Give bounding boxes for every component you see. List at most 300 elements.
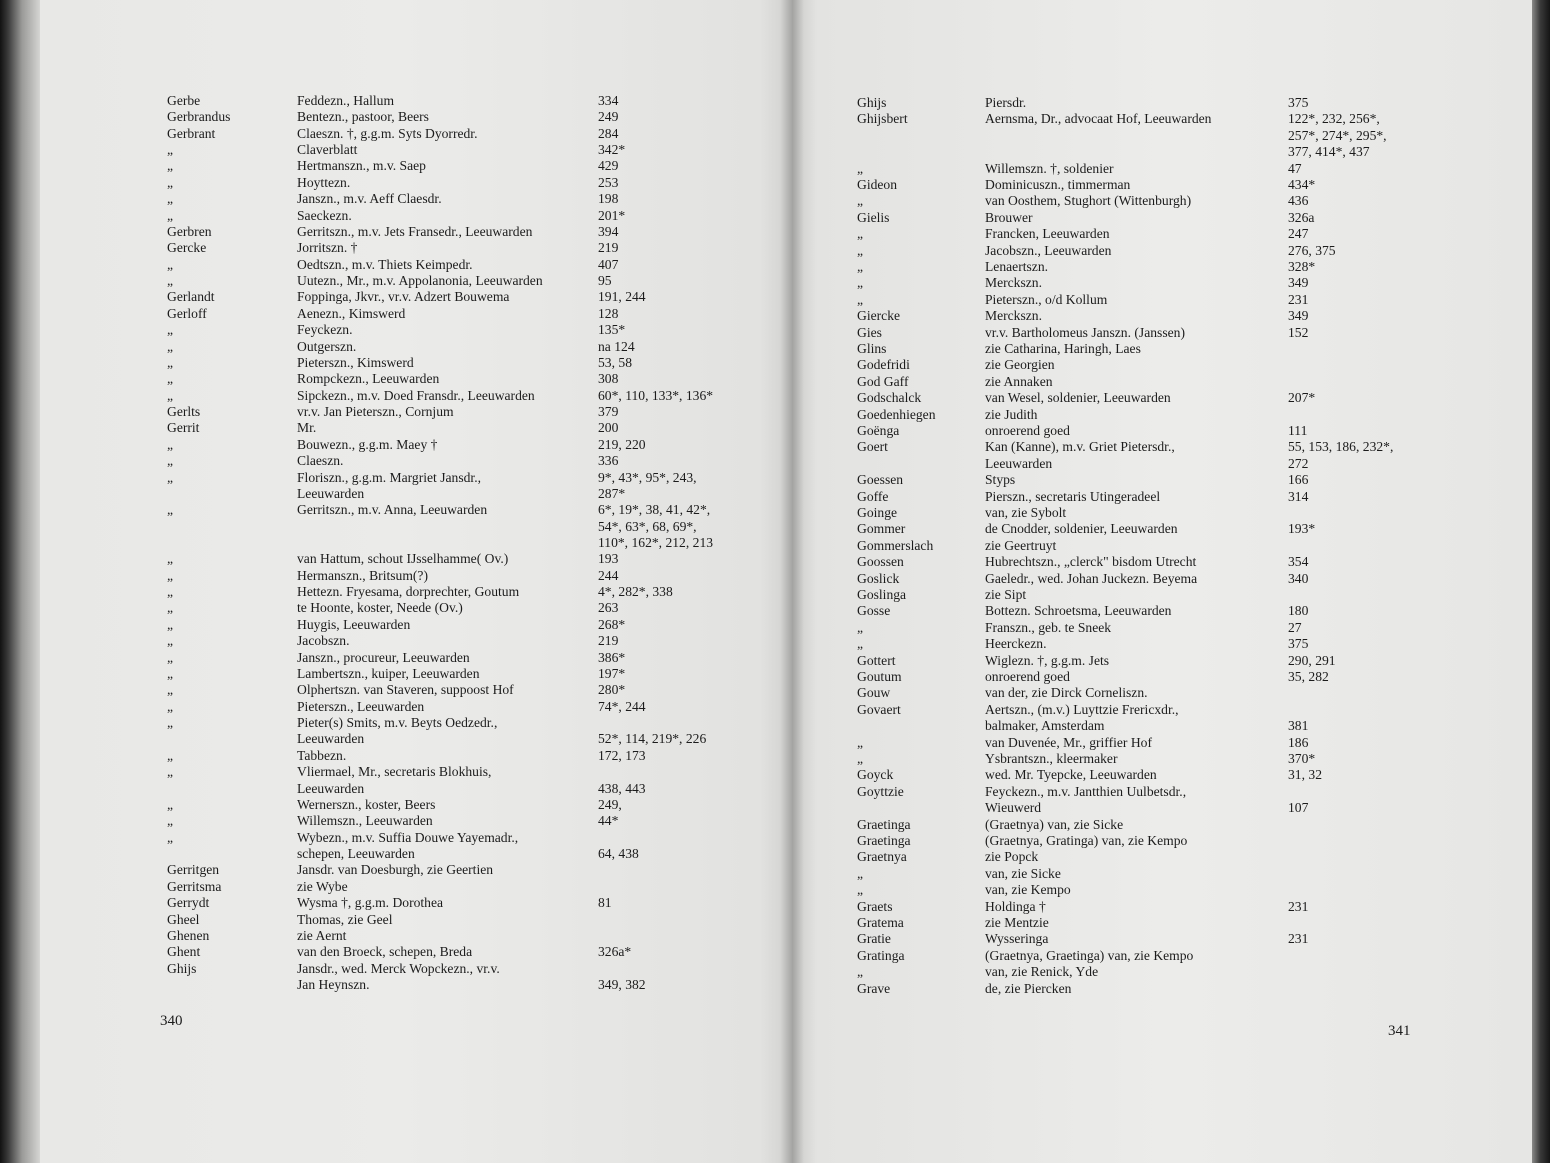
entry-description: Leeuwarden (297, 731, 365, 747)
index-entry (792, 603, 1532, 619)
entry-page-refs: na 124 (598, 338, 635, 354)
entry-page-refs: 74*, 244 (598, 698, 646, 714)
index-entry (792, 407, 1532, 423)
entry-page-refs: 95 (598, 273, 612, 289)
entry-page-refs: 381 (1288, 718, 1309, 734)
entry-name: Godschalck (857, 390, 922, 406)
entry-name: „ (167, 453, 174, 469)
entry-description: Janszn., m.v. Aeff Claesdr. (297, 191, 442, 207)
entry-description: Feyckezn. (297, 322, 353, 338)
index-entry (792, 620, 1532, 636)
entry-name: „ (857, 619, 864, 635)
index-entry (792, 669, 1532, 685)
index-entry (0, 535, 792, 551)
entry-name: „ (857, 193, 864, 209)
index-entry (792, 472, 1532, 488)
entry-page-refs: 219 (598, 633, 619, 649)
index-entry (0, 650, 792, 666)
entry-description: Pieter(s) Smits, m.v. Beyts Oedzedr., (297, 715, 498, 731)
entry-description: Pierszn., secretaris Utingeradeel (985, 488, 1161, 504)
entry-name: Goessen (857, 472, 904, 488)
entry-description: Gerritszn., m.v. Jets Fransedr., Leeuwarden (297, 223, 533, 239)
entry-name: „ (167, 436, 174, 452)
index-entry (0, 175, 792, 191)
entry-page-refs: 110*, 162*, 212, 213 (598, 534, 714, 550)
entry-name: Gerrit (167, 420, 200, 436)
entry-name: Gerloff (167, 305, 207, 321)
entry-description: Aenezn., Kimswerd (297, 305, 406, 321)
entry-name: Ghenen (167, 927, 210, 943)
index-entry (0, 977, 792, 993)
entry-description: Wernerszn., koster, Beers (297, 796, 436, 812)
entry-name: „ (167, 142, 174, 158)
index-entry (792, 161, 1532, 177)
entry-page-refs: 231 (1288, 898, 1309, 914)
index-entry (0, 846, 792, 862)
entry-description: wed. Mr. Tyepcke, Leeuwarden (985, 767, 1157, 783)
index-entry (792, 275, 1532, 291)
index-entry (792, 325, 1532, 341)
entry-description: Wiglezn. †, g.g.m. Jets (985, 652, 1110, 668)
entry-description: Francken, Leeuwarden (985, 226, 1110, 242)
index-entry (0, 224, 792, 240)
book-gutter (780, 0, 804, 1163)
entry-description: onroerend goed (985, 423, 1070, 438)
entry-name: „ (167, 174, 174, 190)
index-entry (0, 158, 792, 174)
entry-page-refs: 328* (1288, 259, 1316, 274)
entry-description: zie Popck (985, 849, 1039, 865)
index-entry (792, 357, 1532, 373)
entry-description: Hermanszn., Britsum(?) (297, 567, 428, 583)
entry-page-refs: 342* (598, 142, 626, 158)
entry-description: zie Annaken (985, 373, 1053, 389)
entry-name: „ (857, 226, 864, 242)
entry-page-refs: 253 (598, 174, 619, 190)
index-entry (0, 93, 792, 109)
entry-page-refs: 172, 173 (598, 747, 646, 763)
entry-name: „ (167, 682, 174, 698)
entry-page-refs: 4*, 282*, 338 (598, 584, 673, 600)
entry-name: Graetnya (857, 849, 907, 865)
entry-page-refs: 247 (1288, 226, 1309, 242)
index-entry (0, 470, 792, 486)
entry-name: Goutum (857, 669, 902, 684)
entry-description: Jacobszn., Leeuwarden (985, 242, 1112, 258)
entry-name: „ (167, 191, 174, 207)
index-entry (792, 259, 1532, 275)
entry-page-refs: 257*, 274*, 295*, (1288, 127, 1387, 143)
index-entry (792, 718, 1532, 734)
index-entry (792, 964, 1532, 980)
entry-page-refs: 326a (1288, 209, 1315, 225)
index-entry (0, 699, 792, 715)
entry-description: Rompckezn., Leeuwarden (297, 371, 440, 387)
entry-page-refs: 340 (1288, 570, 1309, 586)
entry-page-refs: 81 (598, 895, 612, 911)
index-entry (792, 111, 1532, 127)
index-entry (0, 453, 792, 469)
entry-description: Janszn., procureur, Leeuwarden (297, 649, 470, 665)
entry-description: Jansdr., wed. Merck Wopckezn., vr.v. (297, 960, 500, 976)
entry-description: zie Aernt (297, 927, 347, 943)
page-number-left: 340 (160, 1013, 183, 1029)
index-entry (0, 420, 792, 436)
entry-description: Floriszn., g.g.m. Margriet Jansdr., (297, 469, 482, 485)
index-entry (0, 928, 792, 944)
index-entry (0, 240, 792, 256)
entry-description: de Cnodder, soldenier, Leeuwarden (985, 521, 1178, 537)
index-entry (792, 571, 1532, 587)
entry-name: Gerlandt (167, 289, 215, 305)
entry-name: Gerbrandus (167, 109, 231, 125)
entry-name: Goossen (857, 554, 904, 570)
index-entry (792, 751, 1532, 767)
entry-page-refs: 122*, 232, 256*, (1288, 111, 1380, 127)
entry-description: van Duvenée, Mr., griffier Hof (985, 734, 1152, 750)
entry-page-refs: 191, 244 (598, 289, 646, 305)
entry-page-refs: 386* (598, 649, 626, 665)
entry-page-refs: 379 (598, 404, 619, 420)
entry-page-refs: 135* (598, 322, 626, 338)
index-entry (0, 502, 792, 518)
index-entry (0, 142, 792, 158)
index-entry (0, 961, 792, 977)
index-entry (792, 817, 1532, 833)
entry-page-refs: 268* (598, 616, 626, 632)
entry-description: van, zie Sicke (985, 865, 1061, 881)
index-entry (0, 912, 792, 928)
entry-description: Aertszn., (m.v.) Luyttzie Frericxdr., (985, 701, 1179, 717)
index-entry (792, 243, 1532, 259)
entry-description: Claeszn. (297, 453, 344, 469)
entry-description: Gaeledr., wed. Johan Juckezn. Beyema (985, 570, 1198, 586)
entry-page-refs: 276, 375 (1288, 242, 1336, 258)
index-entry (0, 486, 792, 502)
entry-name: Goert (857, 439, 888, 455)
entry-page-refs: 349 (1288, 308, 1309, 324)
entry-page-refs: 9*, 43*, 95*, 243, (598, 469, 697, 485)
page-number-right: 341 (1388, 1023, 1411, 1039)
entry-name: Goyttzie (857, 783, 904, 799)
entry-description: zie Mentzie (985, 915, 1049, 930)
entry-name: Gielis (857, 209, 890, 225)
index-entry (0, 339, 792, 355)
index-entry (0, 257, 792, 273)
index-entry (0, 715, 792, 731)
index-entry (792, 767, 1532, 783)
index-entry (0, 371, 792, 387)
entry-page-refs: 436 (1288, 193, 1309, 209)
index-entry (792, 95, 1532, 111)
entry-name: „ (167, 502, 174, 518)
entry-name: „ (857, 275, 864, 291)
entry-page-refs: 375 (1288, 95, 1309, 110)
index-entry (0, 568, 792, 584)
entry-description: Merckszn. (985, 275, 1042, 291)
entry-page-refs: 201* (598, 207, 626, 223)
index-entry (0, 109, 792, 125)
index-entry (792, 735, 1532, 751)
entry-description: zie Catharina, Haringh, Laes (985, 341, 1141, 356)
index-entry (792, 128, 1532, 144)
entry-page-refs: 308 (598, 371, 619, 387)
entry-page-refs: 53, 58 (598, 354, 632, 370)
index-entry (0, 404, 792, 420)
entry-description: Bentezn., pastoor, Beers (297, 109, 429, 125)
entry-name: Goffe (857, 488, 889, 504)
entry-name: Gies (857, 324, 882, 340)
index-entry (792, 849, 1532, 865)
index-entry (0, 191, 792, 207)
index-entry (0, 519, 792, 535)
entry-description: van, zie Renick, Yde (985, 964, 1099, 980)
entry-name: Goënga (857, 423, 900, 438)
entry-description: balmaker, Amsterdam (985, 718, 1105, 734)
index-entry (792, 554, 1532, 570)
index-entry (0, 355, 792, 371)
entry-description: Piersdr. (985, 95, 1027, 110)
entry-page-refs: 349 (1288, 275, 1309, 291)
entry-page-refs: 64, 438 (598, 846, 639, 862)
index-entry (792, 374, 1532, 390)
entry-description: van, zie Kempo (985, 882, 1071, 898)
index-entry (792, 144, 1532, 160)
entry-page-refs: 193* (1288, 521, 1316, 537)
index-entry (0, 388, 792, 404)
index-entry (0, 584, 792, 600)
entry-name: „ (167, 747, 174, 763)
entry-page-refs: 197* (598, 665, 626, 681)
index-entry (792, 193, 1532, 209)
index-entry (792, 931, 1532, 947)
index-entry (792, 456, 1532, 472)
entry-page-refs: 326a* (598, 944, 632, 960)
right-page (792, 0, 1532, 1163)
entry-page-refs: 375 (1288, 636, 1309, 652)
index-entry (0, 322, 792, 338)
entry-name: „ (857, 964, 864, 980)
index-entry (0, 289, 792, 305)
index-entry (792, 866, 1532, 882)
entry-description: Foppinga, Jkvr., vr.v. Adzert Bouwema (297, 289, 510, 305)
entry-description: Wybezn., m.v. Suffia Douwe Yayemadr., (297, 829, 519, 845)
entry-page-refs: 287* (598, 485, 626, 501)
index-entry (792, 784, 1532, 800)
index-entry (792, 341, 1532, 357)
entry-name: Goedenhiegen (857, 406, 936, 422)
entry-description: Hoyttezn. (297, 174, 351, 190)
index-entry (0, 617, 792, 633)
index-entry (792, 505, 1532, 521)
index-entry (0, 748, 792, 764)
entry-page-refs: 434* (1288, 177, 1316, 192)
entry-description: van der, zie Dirck Corneliszn. (985, 685, 1148, 701)
entry-name: „ (857, 882, 864, 898)
entry-name: „ (857, 160, 864, 176)
entry-page-refs: 27 (1288, 619, 1302, 635)
entry-name: Gerrydt (167, 895, 210, 911)
entry-description: van Wesel, soldenier, Leeuwarden (985, 390, 1171, 406)
book-edge-left (0, 0, 40, 1163)
entry-description: Feddezn., Hallum (297, 93, 395, 108)
entry-page-refs: 219 (598, 240, 619, 256)
index-entry (0, 437, 792, 453)
entry-description: Claverblatt (297, 142, 358, 158)
entry-name: „ (167, 158, 174, 174)
entry-page-refs: 272 (1288, 455, 1309, 471)
entry-page-refs: 52*, 114, 219*, 226 (598, 731, 707, 747)
entry-description: Kan (Kanne), m.v. Griet Pietersdr., (985, 439, 1175, 455)
entry-name: „ (167, 322, 174, 338)
entry-page-refs: 349, 382 (598, 976, 646, 992)
entry-description: Olphertszn. van Staveren, suppoost Hof (297, 682, 514, 698)
index-entry (792, 800, 1532, 816)
entry-page-refs: 198 (598, 191, 619, 207)
index-entry (0, 551, 792, 567)
entry-page-refs: 128 (598, 305, 619, 321)
index-entry (0, 944, 792, 960)
index-entry (0, 126, 792, 142)
entry-description: schepen, Leeuwarden (297, 846, 415, 862)
entry-description: zie Wybe (297, 878, 348, 894)
entry-page-refs: 55, 153, 186, 232*, (1288, 439, 1394, 455)
entry-name: „ (167, 616, 174, 632)
index-entry (792, 981, 1532, 997)
entry-description: Jansdr. van Doesburgh, zie Geertien (297, 862, 494, 878)
entry-description: zie Geertruyt (985, 537, 1057, 553)
index-entry (792, 439, 1532, 455)
entry-description: Aernsma, Dr., advocaat Hof, Leeuwarden (985, 111, 1212, 127)
entry-name: „ (857, 751, 864, 766)
entry-description: de, zie Piercken (985, 980, 1072, 996)
entry-page-refs: 186 (1288, 734, 1309, 750)
entry-name: Gosse (857, 603, 891, 619)
entry-description: Tabbezn. (297, 747, 347, 763)
entry-name: Graetinga (857, 816, 911, 832)
index-entry (792, 292, 1532, 308)
entry-name: „ (167, 829, 174, 845)
index-entry (792, 489, 1532, 505)
entry-description: Hertmanszn., m.v. Saep (297, 158, 426, 174)
index-entry (0, 830, 792, 846)
entry-page-refs: 231 (1288, 291, 1309, 307)
index-entry (792, 423, 1532, 439)
entry-name: „ (167, 633, 174, 649)
entry-description: Leeuwarden (297, 485, 365, 501)
index-entry (0, 862, 792, 878)
entry-page-refs: 6*, 19*, 38, 41, 42*, (598, 502, 711, 518)
entry-page-refs: 180 (1288, 603, 1309, 619)
entry-description: Jan Heynszn. (297, 976, 370, 992)
index-entry (792, 685, 1532, 701)
entry-description: Wieuwerd (985, 800, 1042, 816)
entry-page-refs: 334 (598, 93, 619, 108)
entry-name: „ (167, 207, 174, 223)
entry-name: Goslick (857, 570, 900, 586)
index-entry (792, 653, 1532, 669)
entry-name: „ (167, 584, 174, 600)
entry-description: van Hattum, schout IJsselhamme( Ov.) (297, 551, 509, 567)
entry-page-refs: 290, 291 (1288, 652, 1336, 668)
entry-description: Outgerszn. (297, 338, 357, 354)
entry-description: Holdinga † (985, 898, 1046, 914)
entry-name: „ (167, 338, 174, 354)
entry-page-refs: 152 (1288, 324, 1309, 340)
entry-description: Sipckezn., m.v. Doed Fransdr., Leeuwarden (297, 387, 535, 403)
index-entry (792, 390, 1532, 406)
entry-name: „ (857, 291, 864, 307)
entry-description: Bouwezn., g.g.m. Maey † (297, 436, 438, 452)
entry-description: Oedtszn., m.v. Thiets Keimpedr. (297, 256, 473, 272)
index-entry (0, 879, 792, 895)
entry-page-refs: 429 (598, 158, 619, 174)
index-entry (0, 797, 792, 813)
entry-description: Leeuwarden (985, 455, 1053, 471)
entry-page-refs: 263 (598, 600, 619, 616)
entry-name: „ (167, 600, 174, 616)
index-entry (792, 521, 1532, 537)
entry-name: „ (167, 371, 174, 387)
entry-name: „ (167, 567, 174, 583)
entry-page-refs: 31, 32 (1288, 767, 1322, 783)
entry-name: „ (857, 865, 864, 881)
entry-page-refs: 200 (598, 420, 619, 436)
entry-description: Willemszn., Leeuwarden (297, 813, 433, 829)
entry-name: Gerlts (167, 404, 201, 420)
entry-name: Gideon (857, 177, 898, 192)
entry-page-refs: 377, 414*, 437 (1288, 144, 1370, 160)
entry-description: te Hoonte, koster, Neede (Ov.) (297, 600, 463, 616)
entry-description: Styps (985, 472, 1016, 488)
entry-name: Gerbren (167, 223, 212, 239)
entry-description: Feyckezn., m.v. Jantthien Uulbetsdr., (985, 783, 1187, 799)
entry-description: vr.v. Jan Pieterszn., Cornjum (297, 404, 454, 420)
index-entry (792, 948, 1532, 964)
entry-description: Willemszn. †, soldenier (985, 160, 1114, 176)
entry-description: Saeckezn. (297, 207, 352, 223)
entry-description: Brouwer (985, 209, 1033, 225)
entry-name: Graets (857, 898, 893, 914)
entry-page-refs: 407 (598, 256, 619, 272)
entry-description: Pieterszn., Kimswerd (297, 354, 414, 370)
index-entry (792, 702, 1532, 718)
entry-description: van, zie Sybolt (985, 505, 1067, 520)
entry-description: zie Georgien (985, 357, 1055, 373)
entry-page-refs: 244 (598, 567, 619, 583)
entry-name: Gerritgen (167, 862, 220, 878)
index-entry (0, 813, 792, 829)
entry-name: „ (167, 796, 174, 812)
entry-name: Ghijs (167, 960, 197, 976)
entry-description: zie Judith (985, 406, 1038, 422)
entry-name: „ (167, 551, 174, 567)
entry-description: Wysma †, g.g.m. Dorothea (297, 895, 444, 911)
entry-page-refs: 60*, 110, 133*, 136* (598, 387, 714, 403)
entry-page-refs: 314 (1288, 488, 1309, 504)
index-entry (0, 306, 792, 322)
index-entry (0, 682, 792, 698)
entry-description: Huygis, Leeuwarden (297, 616, 411, 632)
index-entry (792, 915, 1532, 931)
entry-description: van den Broeck, schepen, Breda (297, 944, 473, 960)
entry-name: Godefridi (857, 357, 910, 373)
entry-page-refs: 370* (1288, 751, 1316, 766)
entry-name: Gratinga (857, 947, 905, 963)
entry-description: Lenaertszn. (985, 259, 1049, 274)
entry-name: „ (167, 813, 174, 829)
entry-name: Gercke (167, 240, 207, 256)
